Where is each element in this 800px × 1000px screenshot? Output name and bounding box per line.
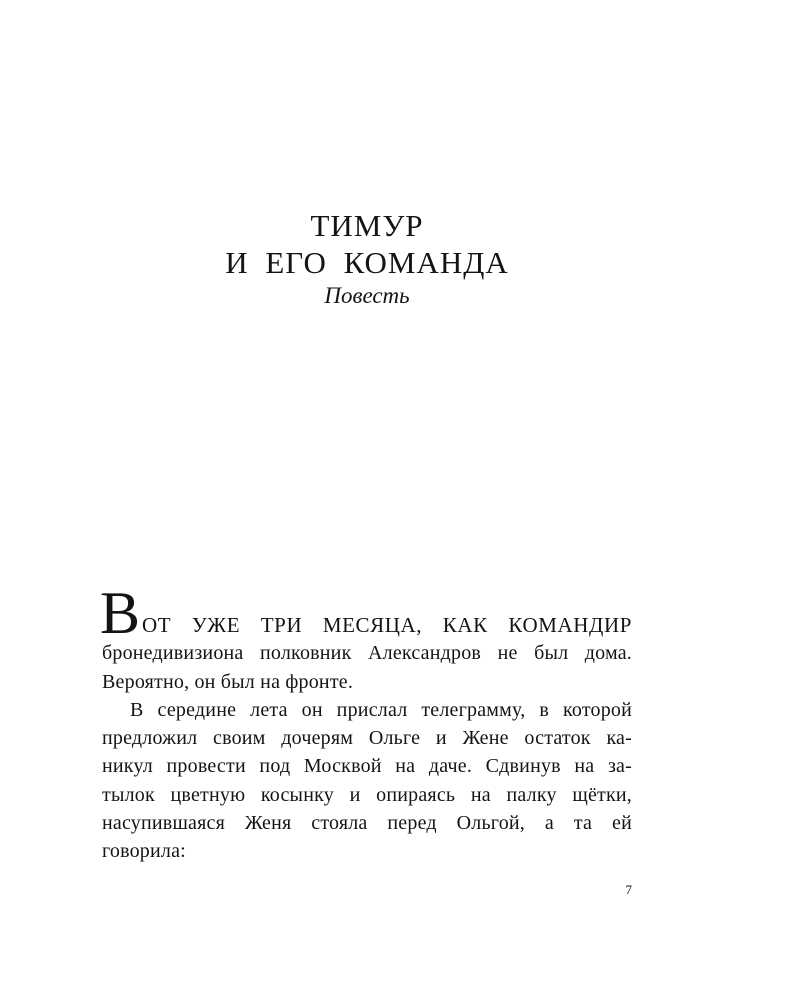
text-line: В середине лета он прислал телеграмму, в которой bbox=[130, 698, 632, 721]
drop-cap: В bbox=[100, 580, 141, 646]
page-number: 7 bbox=[625, 882, 632, 897]
text-line: бронедивизиона полковник Александров не был дома. bbox=[102, 642, 632, 665]
text-line: предложил своим дочерям Ольге и Жене остаток ка- bbox=[102, 727, 632, 750]
title-line-2: И ЕГО КОМАНДА bbox=[225, 245, 509, 280]
text-line: насупившаяся Женя стояла перед Ольгой, а та ей bbox=[102, 812, 632, 835]
text-line: никул провести под Москвой на даче. Сдвинув на за- bbox=[102, 755, 632, 778]
title-block bbox=[102, 207, 632, 311]
text-body bbox=[100, 580, 632, 866]
subtitle: Повесть bbox=[324, 283, 410, 308]
text-line: говорила: bbox=[102, 840, 186, 863]
first-line: ОТ УЖЕ ТРИ МЕСЯЦА, КАК КОМАНДИР bbox=[142, 613, 632, 637]
text-line: Вероятно, он был на фронте. bbox=[102, 670, 354, 693]
text-line: тылок цветную косынку и опираясь на палку щётки, bbox=[102, 783, 632, 806]
title-line-1: ТИМУР bbox=[310, 208, 424, 243]
